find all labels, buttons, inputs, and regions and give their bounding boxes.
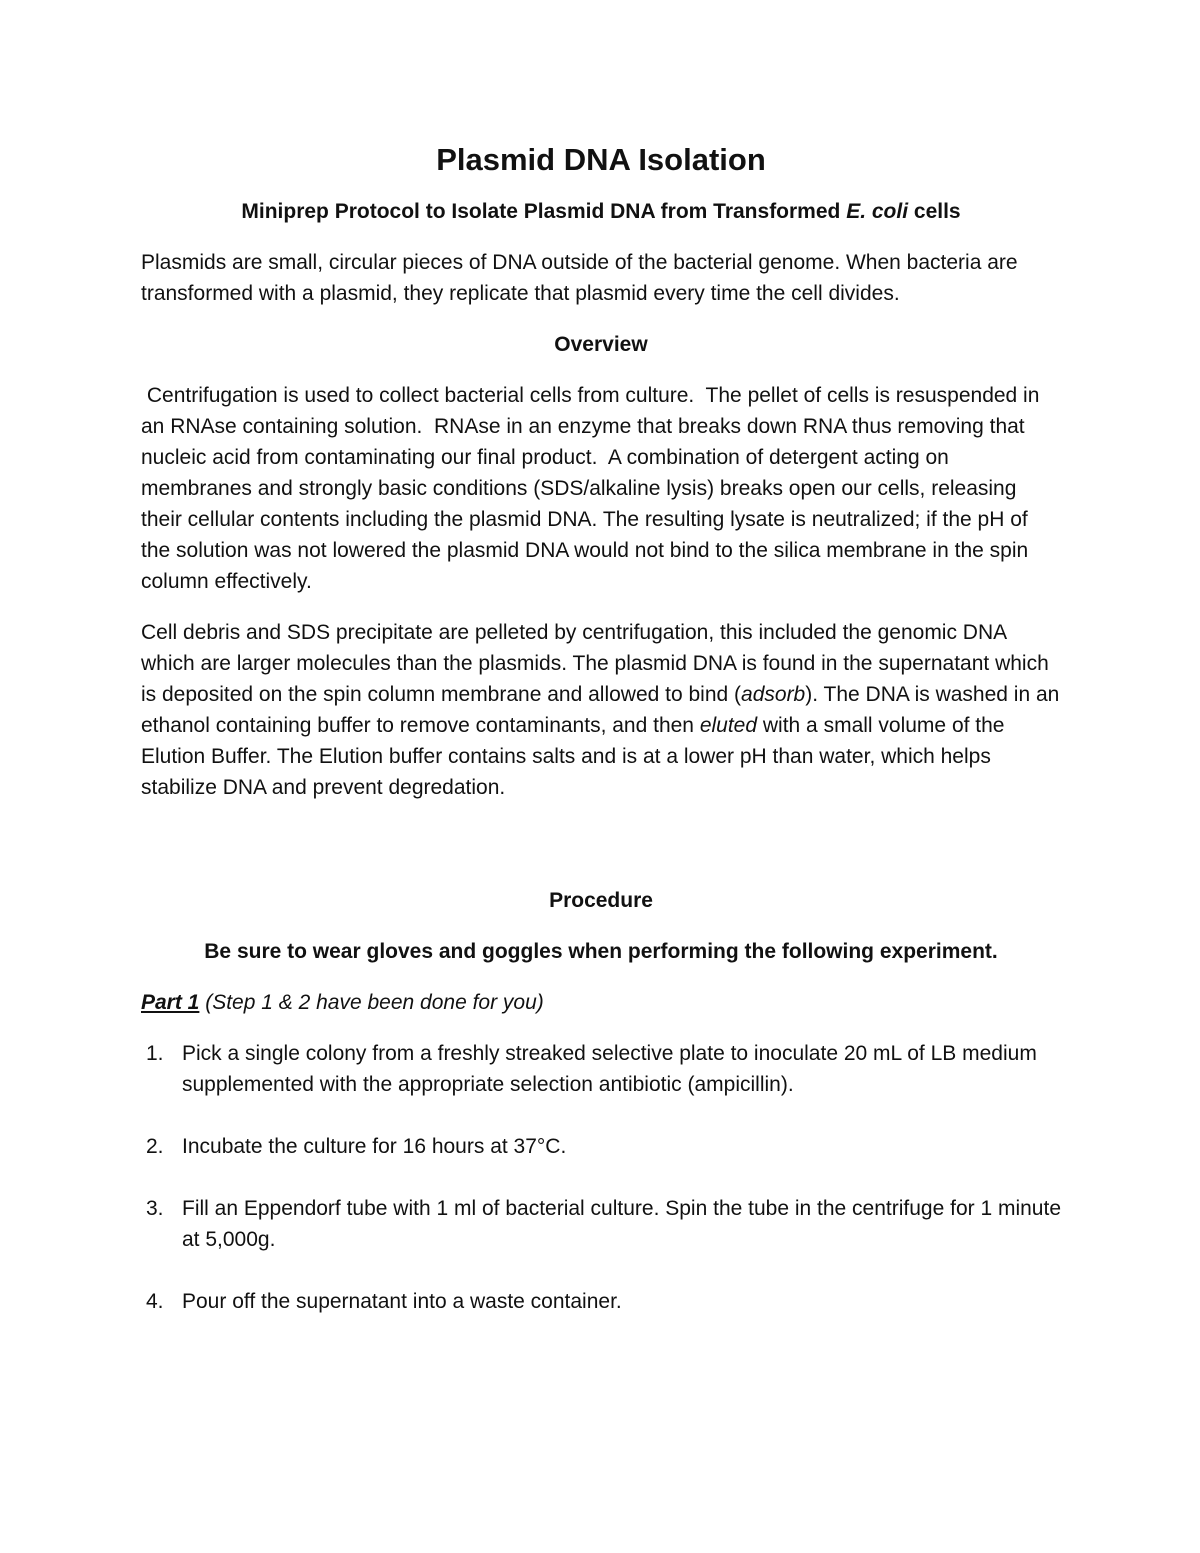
step-text: Fill an Eppendorf tube with 1 ml of bacterial culture. Spin the tube in the centrifuge for 1 minute at 5,000g.	[182, 1197, 1061, 1251]
mechanism-text-3: with a small volume of the Elution Buffer. The Elution buffer contains salts and is at a lower pH than water, which helps stabilize DNA and prevent degredation.	[141, 714, 1005, 799]
procedure-step	[141, 1286, 1061, 1317]
procedure-step	[141, 1193, 1061, 1255]
overview-heading: Overview	[554, 333, 648, 356]
document-title: Plasmid DNA Isolation	[436, 142, 766, 177]
step-text: Pour off the supernatant into a waste container.	[182, 1290, 622, 1313]
part-1-note: (Step 1 & 2 have been done for you)	[199, 991, 544, 1014]
step-number: 3.	[146, 1197, 164, 1220]
step-number: 1.	[146, 1042, 164, 1065]
intro-paragraph: Plasmids are small, circular pieces of DNA outside of the bacterial genome. When bacteria are transformed with a plasmid, they replicate that plasmid every time the cell divides.	[141, 251, 1018, 305]
subtitle-species: E. coli	[846, 200, 909, 223]
procedure-heading: Procedure	[549, 889, 653, 912]
overview-paragraph: Centrifugation is used to collect bacterial cells from culture. The pellet of cells is resuspended in an RNAse containing solution. RNAse in an enzyme that breaks down RNA thus removing that nucleic acid from contaminating our final product. A combination of detergent acting on membranes and strongly basic conditions (SDS/alkaline lysis) breaks open our cells, releasing their cellular contents including the plasmid DNA. The resulting lysate is neutralized; if the pH of the solution was not lowered the plasmid DNA would not bind to the silica membrane in the spin column effectively.	[141, 384, 1046, 593]
mechanism-term-adsorb: adsorb	[741, 683, 806, 706]
procedure-step	[141, 1038, 1061, 1100]
mechanism-term-eluted: eluted	[699, 714, 758, 737]
subtitle-text: Miniprep Protocol to Isolate Plasmid DNA from Transformed	[241, 200, 847, 223]
step-number: 4.	[146, 1290, 164, 1313]
procedure-step	[141, 1131, 1061, 1162]
procedure-steps	[141, 1038, 1061, 1317]
document-page	[141, 138, 1061, 1348]
safety-warning: Be sure to wear gloves and goggles when performing the following experiment.	[204, 940, 998, 963]
step-text: Pick a single colony from a freshly streaked selective plate to inoculate 20 mL of LB medium supplemented with the appropriate selection antibiotic (ampicillin).	[182, 1042, 1037, 1096]
step-number: 2.	[146, 1135, 164, 1158]
step-text: Incubate the culture for 16 hours at 37°C.	[182, 1135, 567, 1158]
mechanism-text-2: ). The DNA is washed in an ethanol containing buffer to remove contaminants, and then	[141, 683, 1060, 737]
subtitle-suffix: cells	[908, 200, 961, 223]
document-subtitle	[141, 196, 1061, 227]
part-1-header	[141, 987, 1061, 1018]
mechanism-paragraph	[141, 617, 1061, 803]
mechanism-text-1: Cell debris and SDS precipitate are pelleted by centrifugation, this included the genomic DNA which are larger molecules than the plasmids. The plasmid DNA is found in the supernatant which is deposited on the spin column membrane and allowed to bind (	[141, 621, 1049, 706]
part-1-label: Part 1	[141, 991, 200, 1014]
